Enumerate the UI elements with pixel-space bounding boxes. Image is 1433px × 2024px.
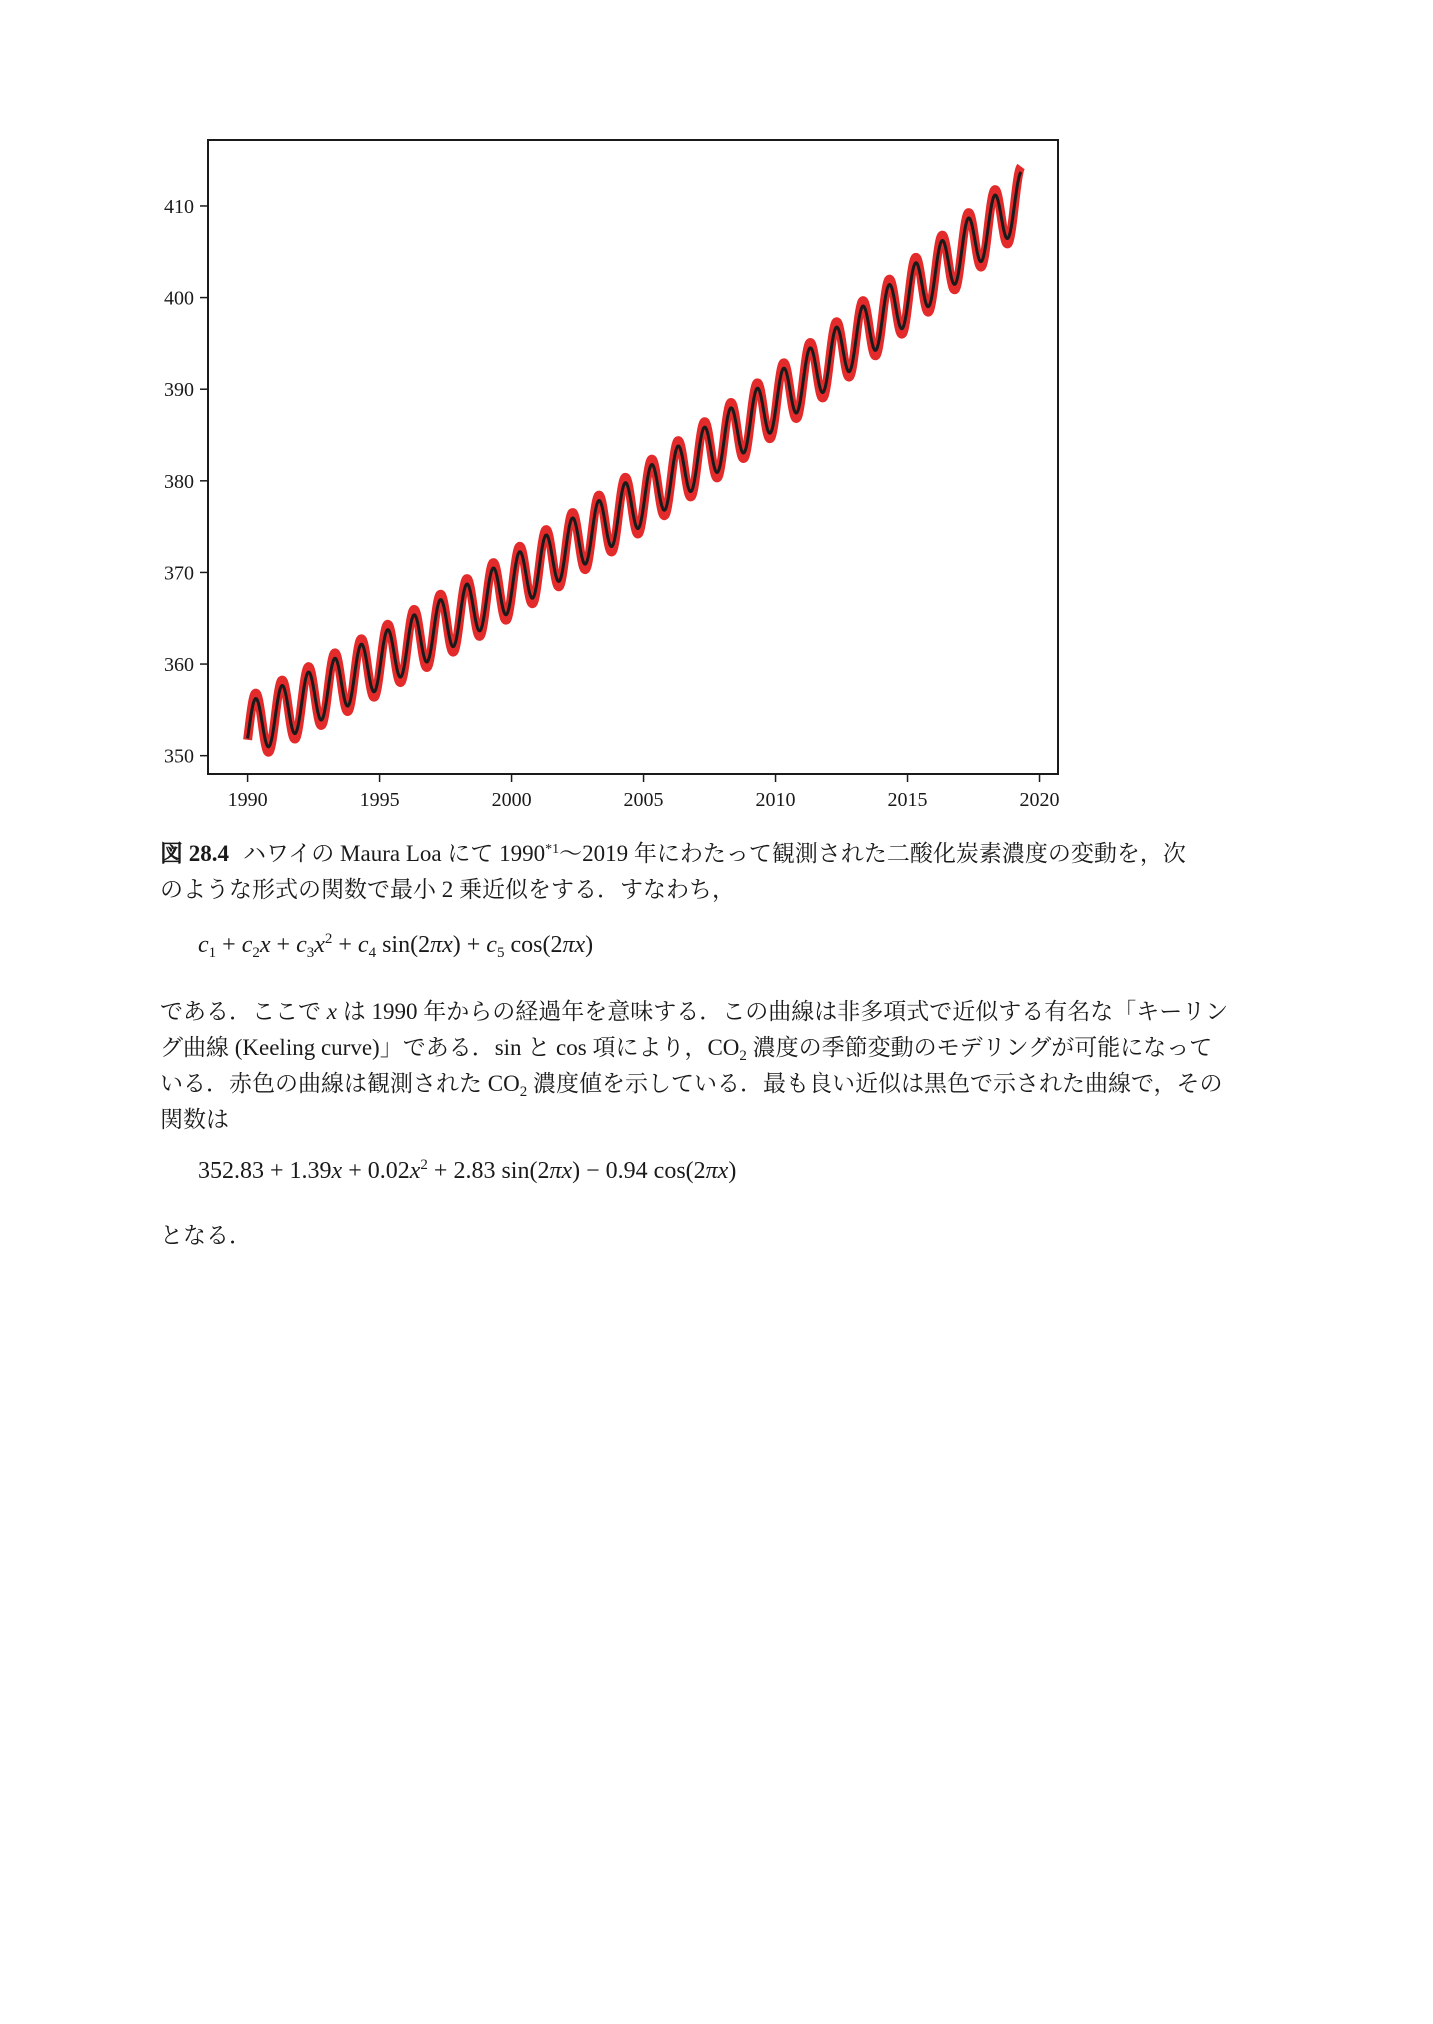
explanation-paragraph <box>160 994 1240 1138</box>
para-text-7: 関数は <box>160 1107 229 1132</box>
figure-caption <box>160 836 1240 908</box>
x-tick-label: 1990 <box>227 789 268 811</box>
x-tick-label: 2015 <box>887 789 928 811</box>
x-tick-label: 2000 <box>491 789 532 811</box>
ending-text: となる． <box>160 1223 252 1248</box>
y-tick-label: 360 <box>164 654 194 677</box>
y-tick-label: 400 <box>164 287 194 310</box>
figure-label: 図 28.4 <box>160 841 229 866</box>
y-tick-label: 390 <box>164 379 194 402</box>
subscript-2: 2 <box>519 1084 528 1100</box>
plot-frame <box>208 140 1058 774</box>
y-tick-label: 410 <box>164 195 194 218</box>
fitted-formula: $352.83 + 1.39x + 0.02x^2 + 2.83$ sin(2πx) − 0.94 cos(2πx) <box>198 1157 737 1184</box>
para-text-1: である．ここで <box>160 999 321 1024</box>
x-axis <box>228 774 1060 811</box>
para-text-2: は 1990 年からの経過年を意味する．この曲線は非多項式で近似する有名な「キーリン <box>342 999 1229 1024</box>
caption-text-1: ハワイの Maura Loa にて 1990 <box>243 841 546 866</box>
x-tick-label: 2020 <box>1019 789 1060 811</box>
y-tick-label: 370 <box>164 562 194 585</box>
x-tick-label: 2010 <box>755 789 796 811</box>
y-tick-label: 350 <box>164 745 194 768</box>
subscript-1: 2 <box>739 1048 747 1064</box>
para-text-6: 濃度値を示している．最も良い近似は黒色で示された曲線で，その <box>532 1071 1223 1096</box>
para-text-4: 濃度の季節変動のモデリングが可能になって <box>752 1035 1213 1060</box>
y-tick-label: 380 <box>164 470 194 493</box>
x-tick-label: 1995 <box>359 789 400 811</box>
para-text-3: グ曲線 (Keeling curve)」である．sin と cos 項により，CO <box>160 1035 740 1060</box>
para-text-5: いる．赤色の曲線は観測された CO <box>160 1071 520 1096</box>
x-tick-label: 2005 <box>623 789 664 811</box>
co2-chart <box>0 0 1433 820</box>
general-formula: $c_1 + c_2x + c_3x^2 + c_4$ $\sin(2\pi x) + c_5$ cos(2πx) <box>198 931 594 961</box>
var-x: x <box>326 999 337 1024</box>
y-axis <box>164 196 208 768</box>
footnote-mark: *1 <box>545 842 560 857</box>
caption-text-2: 〜2019 年にわたって観測された二酸化炭素濃度の変動を，次 <box>559 841 1186 866</box>
observed-co2-line <box>248 167 1021 753</box>
caption-text-3: のような形式の関数で最小 2 乗近似をする．すなわち， <box>160 877 735 902</box>
